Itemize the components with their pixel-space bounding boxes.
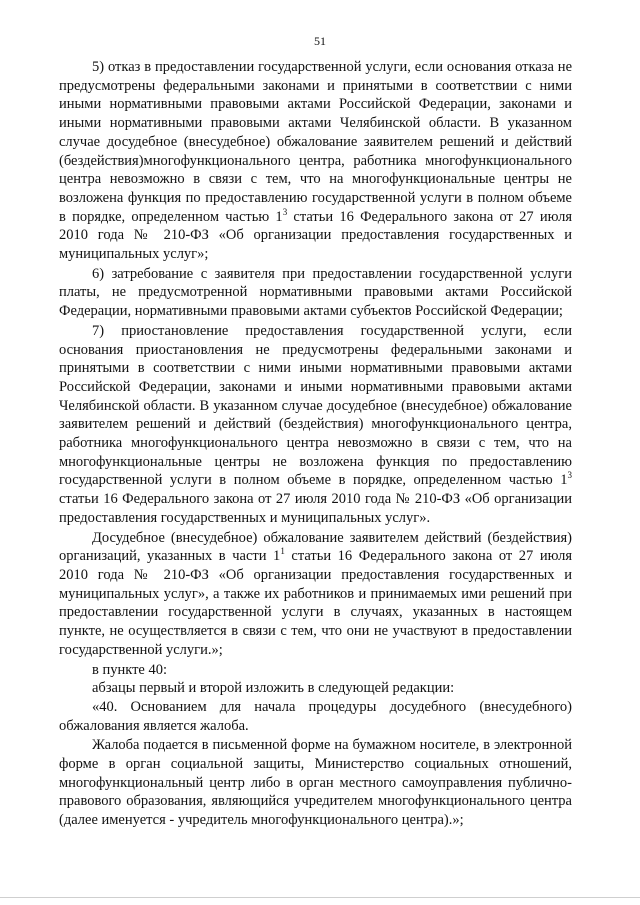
paragraph-text: статьи 16 Федерального закона от 27 июля 2010 года № 210-ФЗ «Об организации предоставления государственных и муниципальных услуг», а также их работников и принимаемых ими решений при предоставлении государственной услуги в случаях, указанных в настоящем пункте, не осуществляется в связи с тем, что они не участвуют в предоставлении государственной услуги.»;	[59, 548, 572, 658]
document-body	[59, 58, 572, 831]
paragraph-text: статьи 16 Федерального закона от 27 июля 2010 года № 210-ФЗ «Об организации предоставления государственных и муниципальных услуг».	[59, 491, 572, 526]
superscript: 1	[280, 546, 285, 557]
superscript: 3	[567, 470, 572, 481]
paragraph-item-40: «40. Основанием для начала процедуры досудебного (внесудебного) обжалования является жалоба.	[59, 698, 572, 734]
paragraph-item-6: 6) затребование с заявителя при предоставлении государственной услуги платы, не предусмотренной нормативными правовыми актами Российской Федерации, нормативными правовыми актами субъектов Российской Федерации;	[59, 265, 572, 320]
paragraph-text: Досудебное (внесудебное) обжалование заявителем действий (бездействия) организаций, указанных в части 1	[59, 529, 572, 565]
paragraph-complaint: Жалоба подается в письменной форме на бумажном носителе, в электронной форме в орган социальной защиты, Министерство социальных отношений, многофункциональный центр либо в орган местного самоуправления публично-правового образования, являющийся учредителем многофункционального центра (далее именуется - учредитель многофункционального центра).»;	[59, 737, 572, 829]
paragraph-appeal	[59, 529, 572, 660]
paragraph-text: статьи 16 Федерального закона от 27 июля 2010 года № 210-ФЗ «Об организации предоставления государственных и муниципальных услуг»;	[59, 208, 572, 263]
paragraph-item-7	[59, 322, 572, 528]
paragraph-text: 7) приостановление предоставления государственной услуги, если основания приостановления не предусмотрены федеральными законами и принятыми в соответствии с ними иными нормативными правовыми актами Российской Федерации, законами и иными нормативными правовыми актами Челябинской области. В указанном случае досудебное (внесудебное) обжалование заявителем решений и действий (бездействия) многофункционального центра, работника многофункционального центра невозможно в связи с тем, что на многофункциональные центры не возложена функция по предоставлению государственной услуги в полном объеме в порядке, определенном частью 1	[59, 322, 572, 489]
bottom-divider	[0, 897, 640, 898]
paragraph-text: 5) отказ в предоставлении государственной услуги, если основания отказа не предусмотрены федеральными законами и принятыми в соответствии с ними иными нормативными правовыми актами Российской Федерации, законами и иными нормативными правовыми актами Челябинской области. В указанном случае досудебное (внесудебное) обжалование заявителем решений и действий (бездействия)многофункционального центра, работника многофункционального центра невозможно в связи с тем, что на многофункциональные центры не возложена функция по предоставлению государственной услуги в полном объеме в порядке, определенном частью 1	[59, 59, 572, 225]
superscript: 3	[282, 206, 288, 217]
paragraph-item-5	[59, 58, 572, 264]
paragraph-edit-instruction: абзацы первый и второй изложить в следующей редакции:	[92, 680, 455, 697]
paragraph-point-40: в пункте 40:	[92, 661, 168, 678]
page-number: 51	[314, 34, 326, 48]
